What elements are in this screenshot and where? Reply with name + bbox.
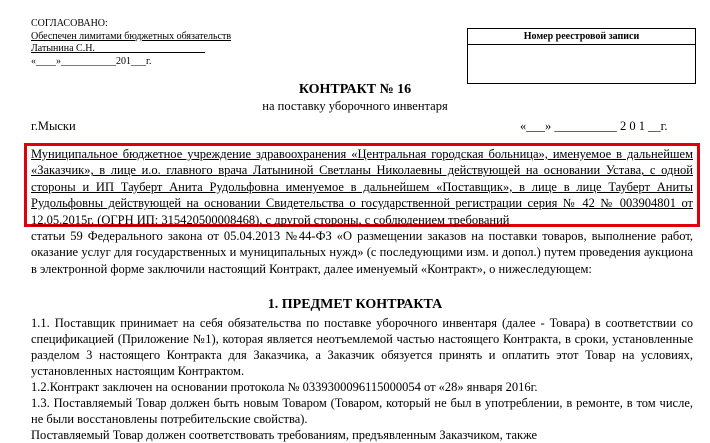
preamble-rest-text: статьи 59 Федерального закона от 05.04.2013 №44-ФЗ «О размещении заказов на поставки товаров, выполнение работ, оказание услуг для государственных и муниципальных нужд» (с последующими изм. и допол.) путем проведения аукциона в электронной форме заключили настоящий Контракт, далее именуемый «Контракт», о нижеследующем:	[31, 229, 693, 276]
section-1-title: 1. ПРЕДМЕТ КОНТРАКТА	[267, 297, 443, 312]
contract-date: «___» __________ 2 0 1 __г.	[520, 119, 668, 133]
approval-date-line: «____»___________201___г.	[31, 56, 152, 67]
preamble	[31, 146, 693, 277]
section-1-para-3: 1.3. Поставляемый Товар должен быть новым Товаром (Товаром, который не был в употреблении, в ремонте, в том числе, не были восстановлены потребительские свойства).	[31, 396, 693, 426]
registry-label: Номер реестровой записи	[468, 29, 695, 45]
section-1-para-2: 1.2.Контракт заключен на основании протокола № 0339300096115000054 от «28» января 2016г.	[31, 380, 538, 394]
approval-heading: СОГЛАСОВАНО:	[31, 18, 108, 29]
registry-box	[467, 28, 696, 84]
contract-title: КОНТРАКТ № 16	[298, 82, 412, 97]
contract-city: г.Мыски	[31, 119, 76, 133]
section-1-para-4: Поставляемый Товар должен соответствовать требованиям, предъявленным Заказчиком, также	[31, 428, 538, 442]
contract-subtitle: на поставку уборочного инвентаря	[262, 99, 448, 113]
section-1-body	[31, 315, 693, 443]
section-1-para-1: 1.1. Поставщик принимает на себя обязательства по поставке уборочного инвентаря (далее - Товара) в соответствии со спецификацией (Приложение №1), которая является неотъемлемой частью настоящего Контракта, в сроки, установленные разделом 3 настоящего Контракта для Заказчика, а Заказчик обязуется принять и оплатить этот Товар на условиях, установленных настоящим Контрактом.	[31, 316, 693, 378]
approval-line-limits: Обеспечен лимитами бюджетных обязательств	[31, 31, 232, 42]
registry-value[interactable]	[468, 45, 695, 85]
approval-signature-line: Латынина С.Н.______________________	[31, 43, 205, 54]
preamble-highlighted-text: Муниципальное бюджетное учреждение здравоохранения «Центральная городская больница», именуемое в дальнейшем «Заказчик», в лице и.о. главного врача Латыниной Светланы Николаевны действующей на основании Устава, с одной стороны и ИП Тауберт Анита Рудольфовна именуемое в дальнейшем «Поставщик», в лице в лице Тауберт Аниты Рудольфовны действующей на основании Свидетельства о государственной регистрации серия № 42 № 003904801 от 12.05.2015г. (ОГРН ИП: 315420500008468), с другой стороны, с соблюдением требований	[31, 147, 693, 227]
